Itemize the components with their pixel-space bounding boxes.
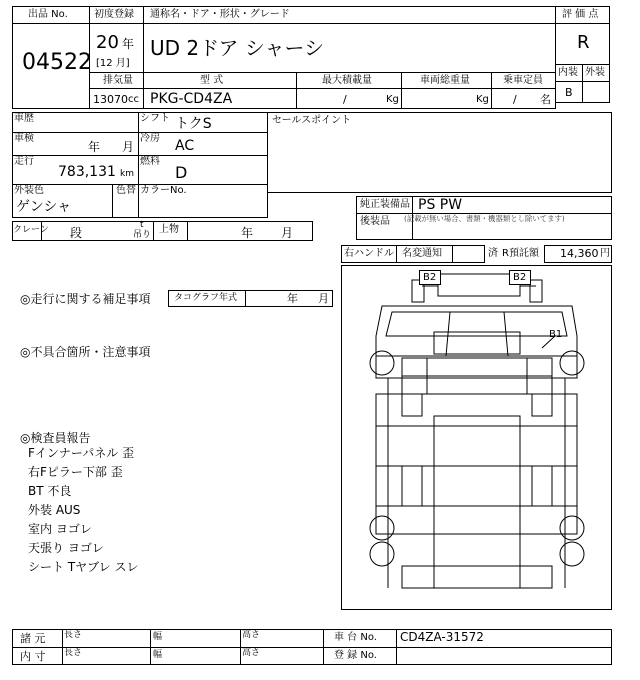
exterior-color-label: 外装色 <box>14 185 44 196</box>
lien-label: 済 <box>488 248 498 259</box>
sales-point-label: セールスポイント <box>272 115 352 126</box>
driving-notes-label: ◎走行に関する補足事項 <box>20 292 151 306</box>
inspection-year-unit: 年 <box>88 140 101 154</box>
r-pre-value: 14,360 <box>560 247 599 260</box>
defects-label: ◎不具合箇所・注意事項 <box>20 345 151 359</box>
genuine-value: PS PW <box>418 197 463 213</box>
title-change-value-cell <box>452 245 485 263</box>
inspector-item: シート Tヤブレ スレ <box>28 560 139 574</box>
height-label: 高さ <box>242 648 261 658</box>
max-load-sep: / <box>343 93 347 106</box>
mileage-value: 783,131 <box>58 164 116 180</box>
chassis-value: CD4ZA-31572 <box>400 630 484 644</box>
crane-label: クレーン <box>13 225 49 235</box>
wheel-rear-right <box>560 516 584 540</box>
reg-label: 登 録 No. <box>334 650 377 661</box>
exterior-color-value: ゲンシャ <box>16 199 72 215</box>
km-unit: km <box>120 169 134 179</box>
first-reg-month: [12 月] <box>96 58 130 69</box>
first-reg-label: 初度登録 <box>94 9 134 20</box>
wheel-front-left <box>370 351 394 375</box>
first-reg-year-unit: 年 <box>122 37 135 51</box>
front-bumper <box>438 274 520 296</box>
title-change-label: 名変通知 <box>402 248 442 259</box>
dims-label: 内 寸 <box>20 650 46 663</box>
mileage-label: 走行 <box>14 156 34 167</box>
inspector-item: 天張り ヨゴレ <box>28 541 104 555</box>
inspection-month-unit: 月 <box>122 140 135 154</box>
interior-value: B <box>565 86 573 99</box>
grade-label: 評 価 点 <box>562 9 599 20</box>
lot-label: 出品 No. <box>28 9 68 20</box>
width-label: 幅 <box>153 650 163 660</box>
crane-hoist-label: 吊り <box>133 230 152 240</box>
displacement-value: 13070 <box>93 93 128 106</box>
inspector-item: BT 不良 <box>28 484 72 498</box>
capacity-sep: / <box>513 93 517 106</box>
r-pre-label: R預託額 <box>502 248 539 259</box>
wheel-front-right <box>560 351 584 375</box>
name-label: 通称名・ドア・形状・グレード <box>150 9 290 20</box>
gross-weight-unit: Kg <box>476 94 489 105</box>
shift-value: トクS <box>175 116 212 132</box>
tacho-month-unit: 月 <box>318 292 329 305</box>
inspection-label: 車検 <box>14 133 34 144</box>
tacho-year-unit: 年 <box>287 292 298 305</box>
vehicle-name: UD 2ドア シャーシ <box>150 36 325 60</box>
yen-unit: 円 <box>600 248 610 259</box>
specs-label: 諸 元 <box>20 632 46 645</box>
rear-bumper <box>402 566 552 588</box>
aftermarket-label: 後装品 <box>360 216 390 227</box>
shift-label: シフト <box>140 113 170 124</box>
chassis-label: 車 台 No. <box>334 632 377 643</box>
tacho-label: タコグラフ年式 <box>174 293 238 303</box>
max-load-label: 最大積載量 <box>322 75 372 86</box>
fuel-label: 燃料 <box>140 156 160 167</box>
aftermarket-note: (記載が無い場合、書類・機器類とし除いてます) <box>404 215 565 224</box>
width-label: 幅 <box>153 632 163 642</box>
upper-year-unit: 年 <box>241 226 254 240</box>
cc-unit: cc <box>128 94 139 105</box>
person-unit: 名 <box>540 93 551 106</box>
truck-diagram-frame <box>341 265 612 610</box>
length-label: 長さ <box>64 630 83 640</box>
upper-label: 上物 <box>159 224 179 235</box>
crane-ton-unit: t <box>140 220 144 230</box>
cab-outline <box>376 306 577 378</box>
chassis-frame <box>376 394 577 534</box>
model-value: PKG-CD4ZA <box>150 91 233 107</box>
upper-month-unit: 月 <box>281 226 294 240</box>
color-tone-label: 色替 <box>116 185 136 196</box>
rhd-label: 右ハンドル <box>344 248 394 259</box>
model-label: 型 式 <box>200 75 224 86</box>
ac-value: AC <box>175 138 195 154</box>
ac-label: 冷房 <box>140 133 160 144</box>
inspector-item: 室内 ヨゴレ <box>28 522 92 536</box>
inspector-item: 外装 AUS <box>28 503 81 517</box>
wheel-rear-left <box>370 516 394 540</box>
history-label: 車歴 <box>14 113 34 124</box>
displacement-label: 排気量 <box>103 75 133 86</box>
lot-number: 04522 <box>22 50 92 75</box>
first-reg-year: 20 <box>96 32 119 53</box>
capacity-label: 乗車定員 <box>503 75 543 86</box>
exterior-value-cell <box>582 81 610 103</box>
fuel-value: D <box>175 163 188 182</box>
damage-mark-b1: B1 <box>549 329 563 340</box>
damage-mark-label: B2 <box>423 272 437 283</box>
interior-label: 内装 <box>558 67 578 78</box>
grade-value: R <box>577 32 590 53</box>
length-label: 長さ <box>64 648 83 658</box>
truck-diagram <box>342 266 611 609</box>
height-label: 高さ <box>242 630 261 640</box>
crane-stage-unit: 段 <box>70 226 83 240</box>
color-no-label: カラーNo. <box>140 185 187 196</box>
exterior-label: 外装 <box>585 67 605 78</box>
inspector-item: Fインナーパネル 歪 <box>28 446 135 460</box>
genuine-label: 純正装備品 <box>360 199 410 210</box>
gross-weight-label: 車両総重量 <box>420 75 470 86</box>
inspector-label: ◎検査員報告 <box>20 431 91 445</box>
damage-mark-label: B2 <box>513 272 527 283</box>
max-load-unit: Kg <box>386 94 399 105</box>
inspector-item: 右Fピラー下部 歪 <box>28 465 123 479</box>
